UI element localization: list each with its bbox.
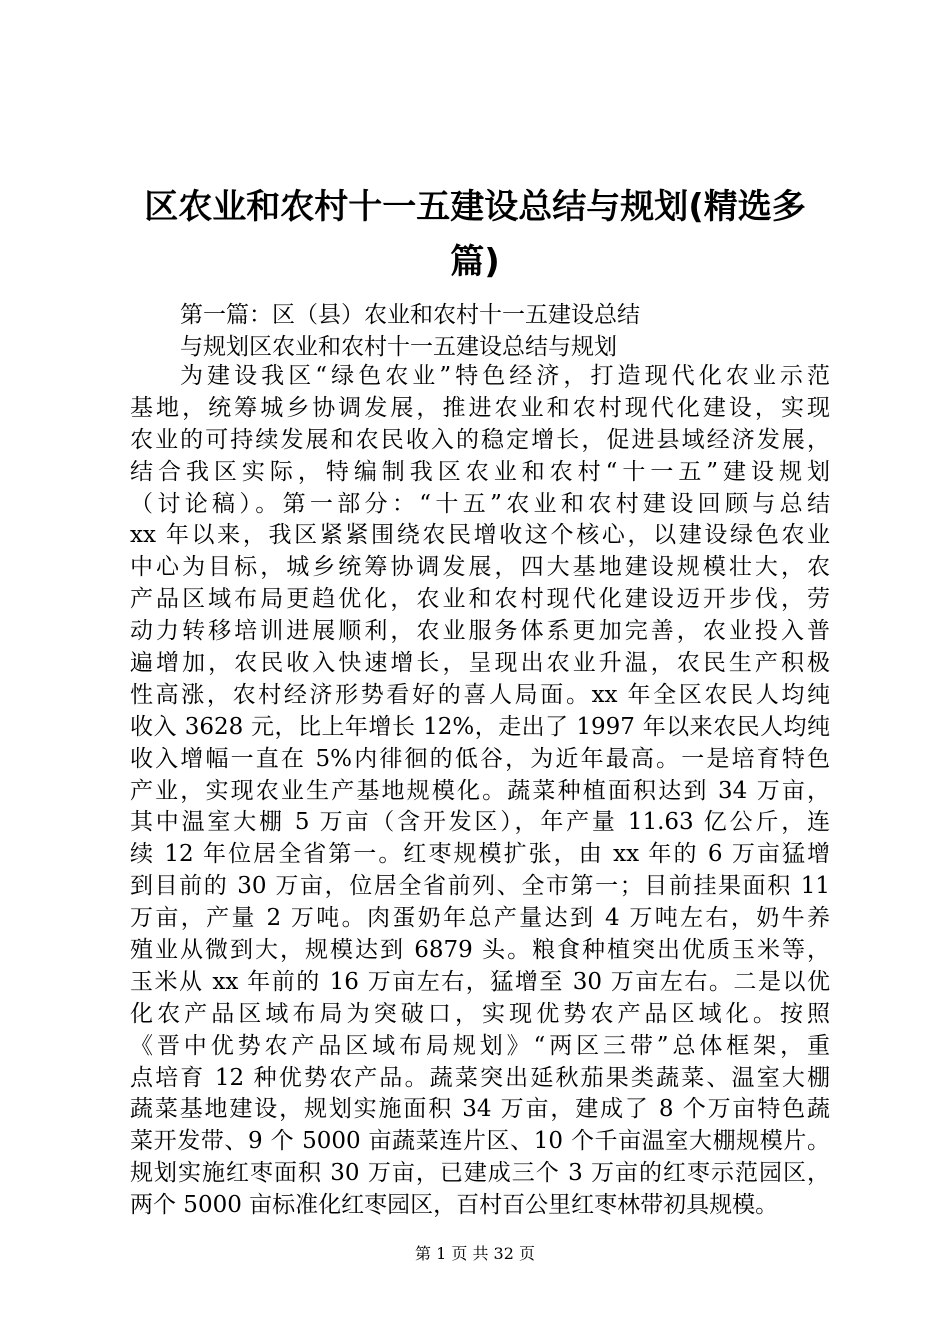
body-line: 收入 3628 元，比上年增长 12%，走出了 1997 年以来农民人均纯 (130, 713, 830, 740)
body-line: 规划实施红枣面积 30 万亩，已建成三个 3 万亩的红枣示范园区， (130, 1160, 830, 1187)
body-line: 收入增幅一直在 5%内徘徊的低谷，为近年最高。一是培育特色 (130, 745, 830, 772)
body-line: 动力转移培训进展顺利，农业服务体系更加完善，农业投入普 (130, 618, 830, 645)
body-line: 菜开发带、9 个 5000 亩蔬菜连片区、10 个千亩温室大棚规模片。 (130, 1128, 830, 1155)
body-text (130, 361, 830, 1222)
body-line: 《晋中优势农产品区域布局规划》“两区三带”总体框架，重 (130, 1032, 830, 1059)
body-line: 到目前的 30 万亩，位居全省前列、全市第一；目前挂果面积 11 (130, 873, 830, 900)
body-line: 化农产品区域布局为突破口，实现优势农产品区域化。按照 (130, 1000, 830, 1027)
body-line: 点培育 12 种优势农产品。蔬菜突出延秋茄果类蔬菜、温室大棚 (130, 1064, 830, 1091)
body-line: 中心为目标，城乡统筹协调发展，四大基地建设规模壮大，农 (130, 554, 830, 581)
body-line: 蔬菜基地建设，规划实施面积 34 万亩，建成了 8 个万亩特色蔬 (130, 1096, 830, 1123)
body-line: 其中温室大棚 5 万亩（含开发区），年产量 11.63 亿公斤，连 (130, 809, 830, 836)
body-line: 遍增加，农民收入快速增长，呈现出农业升温，农民生产积极 (130, 650, 830, 677)
body-line: 结合我区实际，特编制我区农业和农村“十一五”建设规划 (130, 458, 830, 485)
body-line: 产品区域布局更趋优化，农业和农村现代化建设迈开步伐，劳 (130, 586, 830, 613)
body-line: 农业的可持续发展和农民收入的稳定增长，促进县域经济发展， (130, 426, 830, 453)
body-line: 产业，实现农业生产基地规模化。蔬菜种植面积达到 34 万亩， (130, 777, 830, 804)
body-line: 两个 5000 亩标准化红枣园区，百村百公里红枣林带初具规模。 (130, 1192, 779, 1219)
body-line: （讨论稿）。第一部分：“十五”农业和农村建设回顾与总结 (130, 490, 830, 517)
body-line: 续 12 年位居全省第一。红枣规模扩张，由 xx 年的 6 万亩猛增 (130, 841, 830, 868)
body-line: 玉米从 xx 年前的 16 万亩左右，猛增至 30 万亩左右。二是以优 (130, 968, 830, 995)
section-heading-line-2: 与规划区农业和农村十一五建设总结与规划 (180, 334, 617, 360)
page-footer: 第 1 页 共 32 页 (415, 1244, 535, 1263)
section-heading-line-1: 第一篇：区（县）农业和农村十一五建设总结 (180, 302, 640, 328)
body-line: 基地，统筹城乡协调发展，推进农业和农村现代化建设，实现 (130, 394, 830, 421)
body-line: 殖业从微到大，规模达到 6879 头。粮食种植突出优质玉米等， (130, 937, 830, 964)
body-line: 万亩，产量 2 万吨。肉蛋奶年总产量达到 4 万吨左右，奶牛养 (130, 905, 830, 932)
document-title (100, 180, 850, 290)
body-line: 性高涨，农村经济形势看好的喜人局面。xx 年全区农民人均纯 (130, 681, 830, 708)
title-line-2: 篇) (450, 242, 500, 282)
body-line: xx 年以来，我区紧紧围绕农民增收这个核心，以建设绿色农业 (130, 522, 830, 549)
body-line: 为建设我区“绿色农业”特色经济，打造现代化农业示范 (180, 363, 830, 389)
title-line-1: 区农业和农村十一五建设总结与规划(精选多 (144, 187, 806, 227)
